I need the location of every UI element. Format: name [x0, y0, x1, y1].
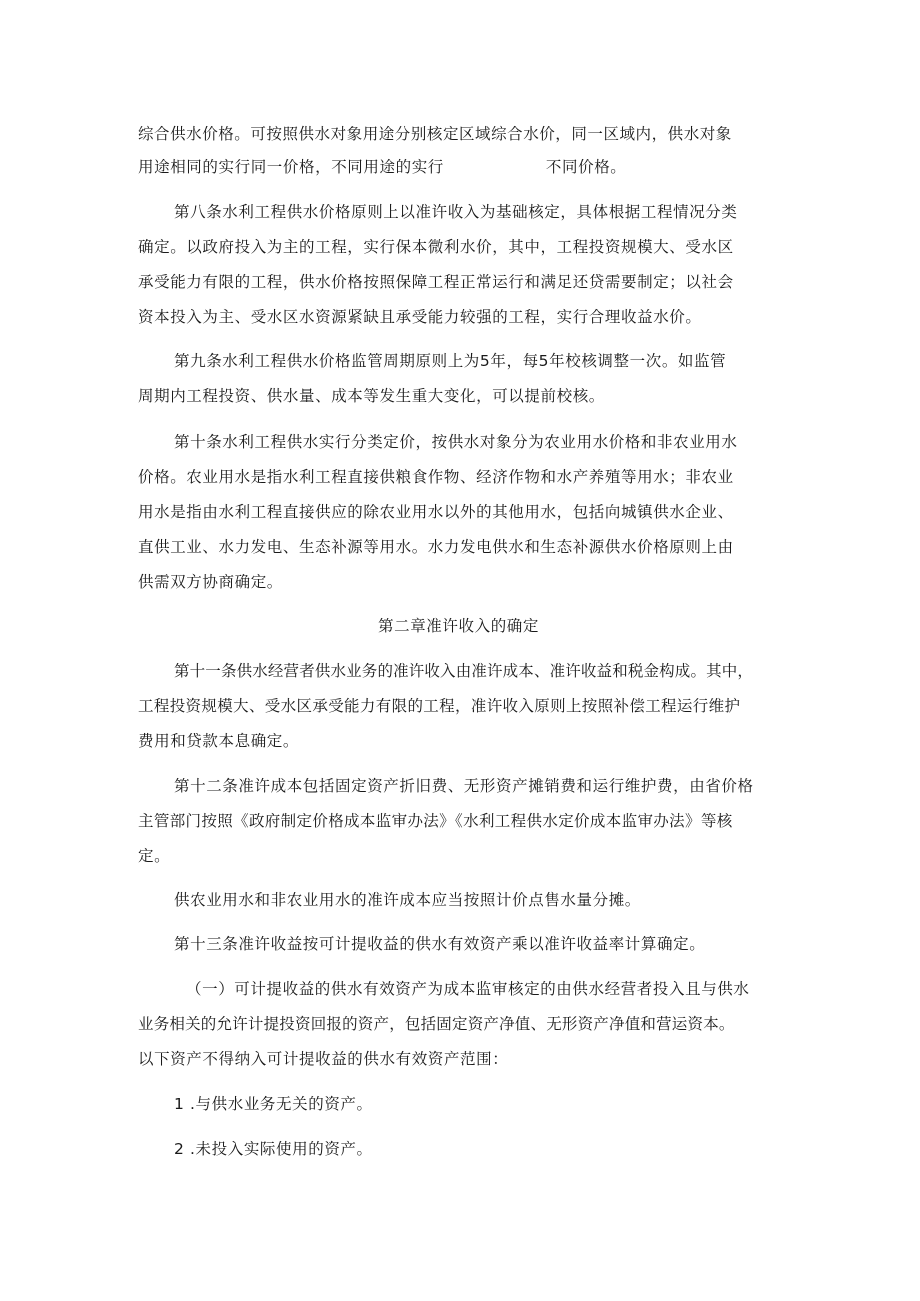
article-10-line-3: 用水是指由水利工程直接供应的除农业用水以外的其他用水，包括向城镇供水企业、	[138, 503, 734, 521]
paragraph-1-line-2-end: 不同价格。	[545, 158, 627, 176]
article-11-line-2: 工程投资规模大、受水区承受能力有限的工程，准许收入原则上按照补偿工程运行维护	[138, 697, 741, 715]
paragraph-1-line-2-start: 用途相同的实行同一价格，不同用途的实行	[138, 158, 444, 176]
article-12-line-2: 主管部门按照《政府制定价格成本监审办法》《水利工程供水定价成本监审办法》等核	[138, 812, 733, 830]
clause-1-line-3: 以下资产不得纳入可计提收益的供水有效资产范围：	[138, 1050, 509, 1068]
article-12-line-3: 定。	[138, 847, 171, 865]
article-9-line-2: 周期内工程投资、供水量、成本等发生重大变化，可以提前校核。	[138, 387, 605, 405]
article-11-line-1: 第十一条供水经营者供水业务的准许收入由准许成本、准许收益和税金构成。其中，	[174, 662, 754, 680]
article-8-line-2: 确定。以政府投入为主的工程，实行保本微利水价，其中，工程投资规模大、受水区	[138, 238, 734, 256]
list-item: 1 .与供水业务无关的资产。	[174, 1095, 373, 1113]
article-10-line-2: 价格。农业用水是指水利工程直接供粮食作物、经济作物和水产养殖等用水；非农业	[138, 468, 734, 486]
clause-1-line-2: 业务相关的允许计提投资回报的资产，包括固定资产净值、无形资产净值和营运资本。	[138, 1015, 735, 1033]
paragraph-1-line-1: 综合供水价格。可按照供水对象用途分别核定区域综合水价，同一区域内，供水对象	[138, 125, 732, 143]
list-item: 2 .未投入实际使用的资产。	[174, 1140, 373, 1158]
article-13-paragraph: 第十三条准许收益按可计提收益的供水有效资产乘以准许收益率计算确定。	[174, 935, 706, 953]
article-11-line-3: 费用和贷款本息确定。	[138, 732, 300, 750]
article-8-line-1: 第八条水利工程供水价格原则上以准许收入为基础核定，具体根据工程情况分类	[174, 203, 738, 221]
cost-allocation-paragraph: 供农业用水和非农业用水的准许成本应当按照计价点售水量分摊。	[174, 891, 641, 909]
article-8-line-4: 资本投入为主、受水区水资源紧缺且承受能力较强的工程，实行合理收益水价。	[138, 308, 702, 326]
chapter-title: 第二章准许收入的确定	[378, 617, 540, 635]
paragraph-1-line-2	[138, 157, 626, 177]
article-10-line-5: 供需双方协商确定。	[138, 573, 283, 591]
article-10-line-4: 直供工业、水力发电、生态补源等用水。水力发电供水和生态补源供水价格原则上由	[138, 538, 734, 556]
article-10-line-1: 第十条水利工程供水实行分类定价，按供水对象分为农业用水价格和非农业用水	[174, 433, 738, 451]
clause-1-line-1: （一）可计提收益的供水有效资产为成本监审核定的由供水经营者投入且与供水	[186, 980, 750, 998]
article-8-line-3: 承受能力有限的工程，供水价格按照保障工程正常运行和满足还贷需要制定；以社会	[138, 273, 734, 291]
article-12-line-1: 第十二条准许成本包括固定资产折旧费、无形资产摊销费和运行维护费，由省价格	[174, 777, 754, 795]
article-9-line-1: 第九条水利工程供水价格监管周期原则上为5年，每5年校核调整一次。如监管	[174, 352, 727, 370]
